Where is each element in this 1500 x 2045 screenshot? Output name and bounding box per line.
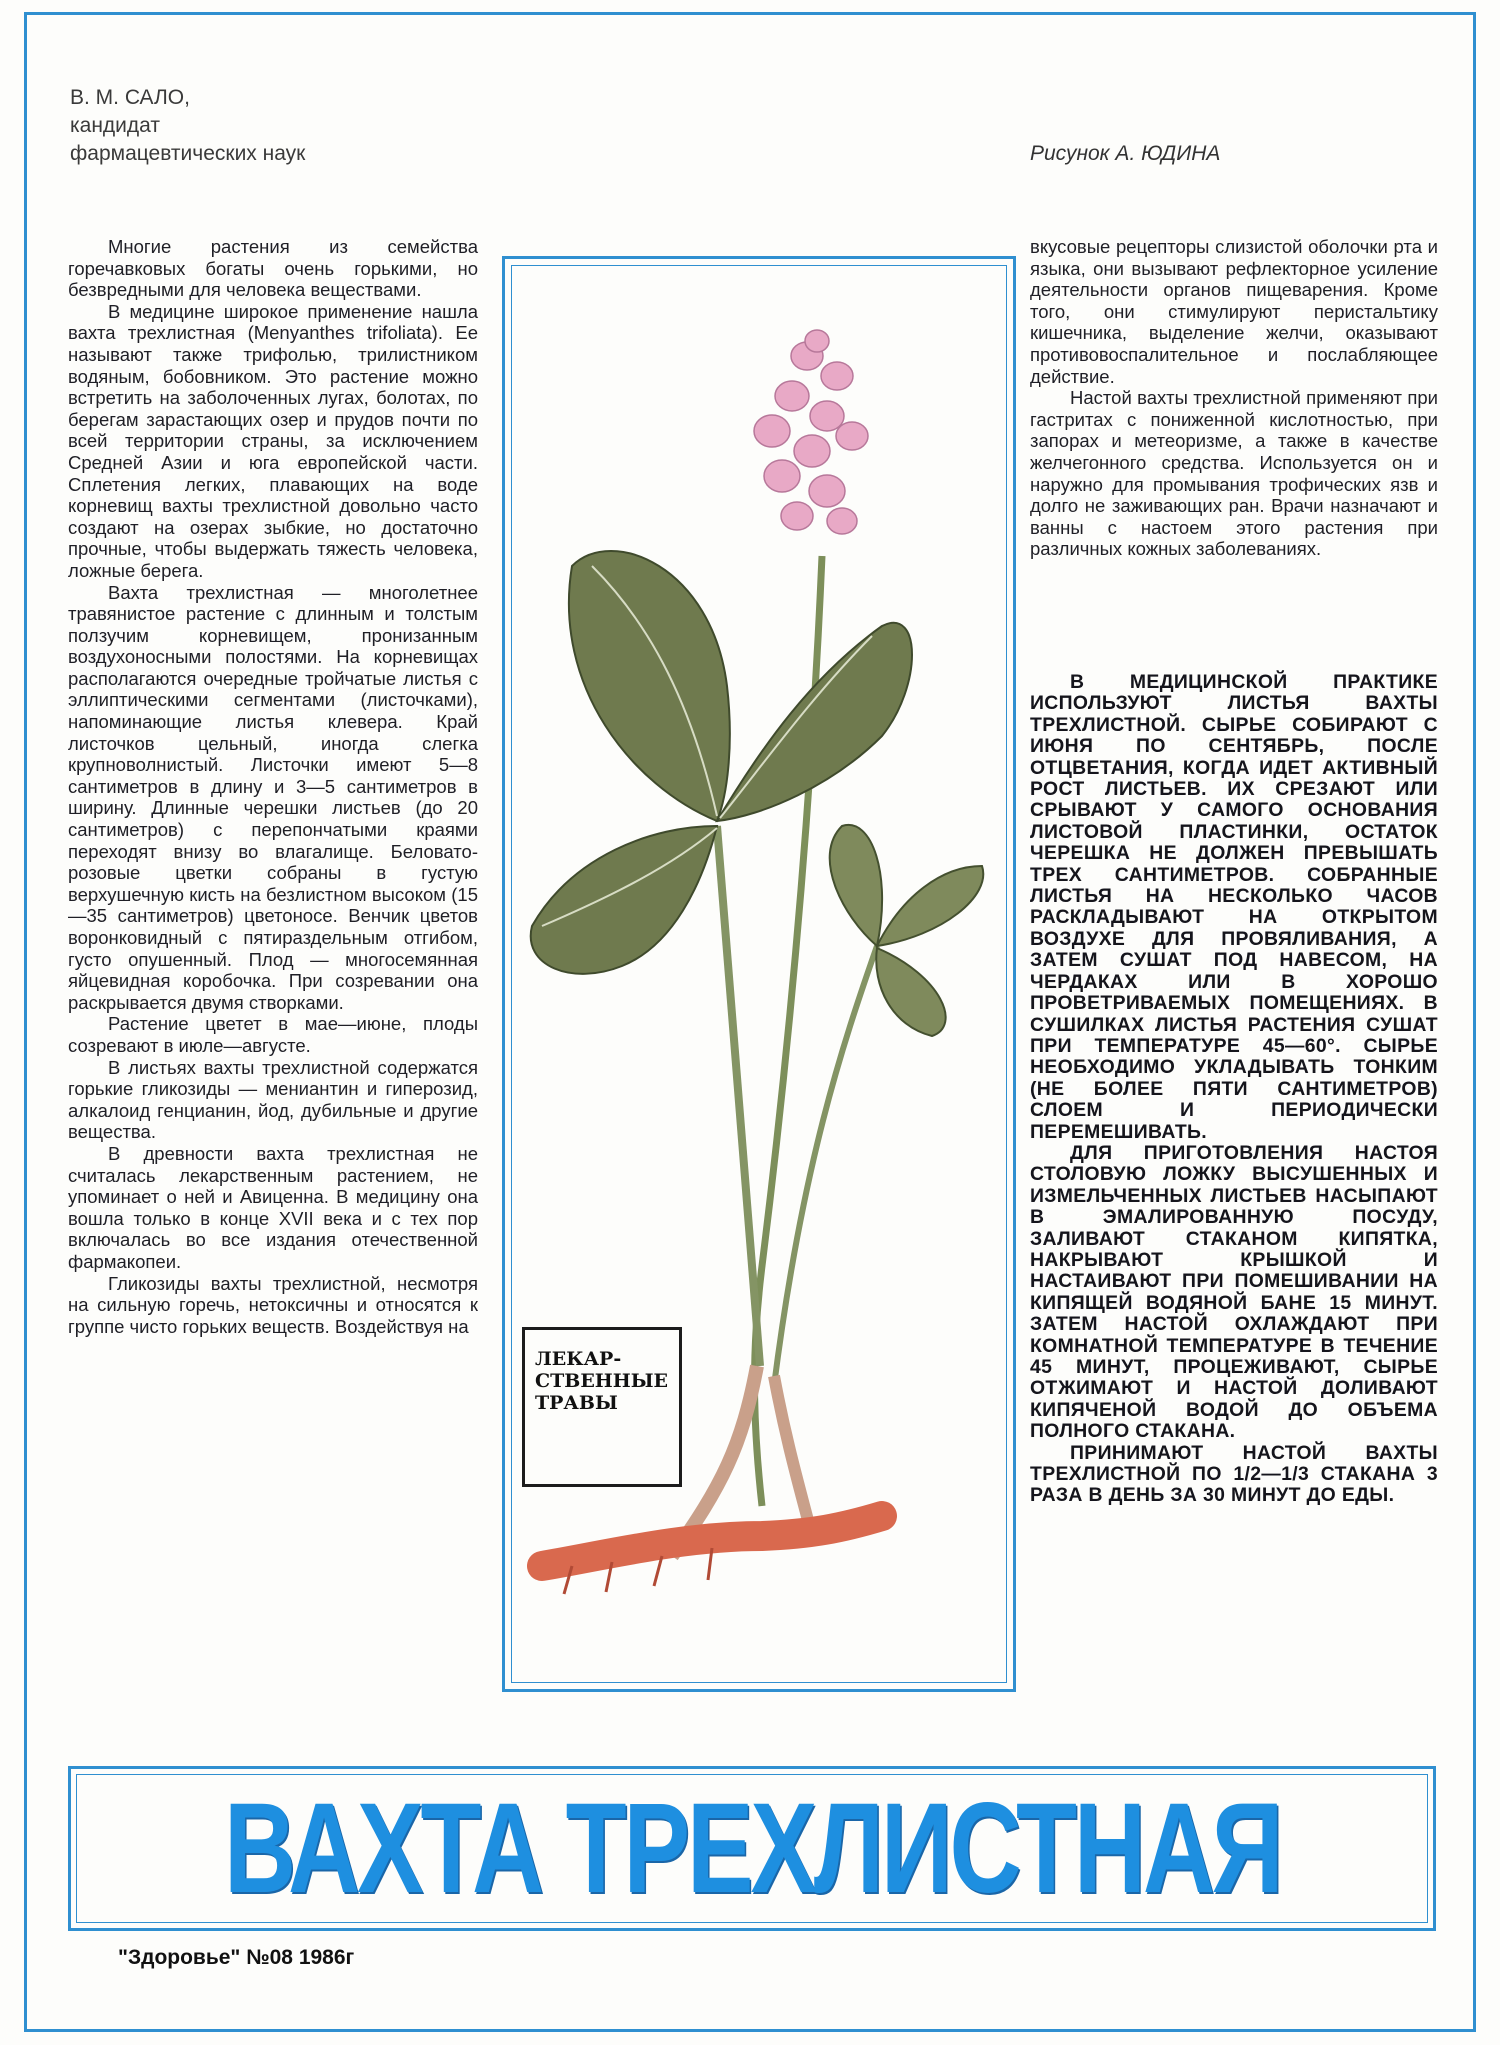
illustration-credit: Рисунок А. ЮДИНА: [1030, 142, 1221, 165]
paragraph: вкусовые рецепторы слизистой оболочки рта и языка, они вызывают рефлекторное усиление деятельности органов пищеварения. Кроме того, они стимулируют перистальтику кишечника, выделение желчи, оказывают противовоспалительное и послабляющее действие.: [1030, 236, 1438, 387]
rubric-line: СТВЕННЫЕ: [535, 1370, 669, 1392]
paragraph: Гликозиды вахты трехлистной, несмотря на сильную горечь, нетоксичны и относятся к группе чисто горьких веществ. Воздействуя на: [68, 1272, 478, 1337]
rubric-badge: [522, 1327, 682, 1487]
author-field: фармацевтических наук: [70, 142, 306, 165]
article-title: ВАХТА ТРЕХЛИСТНАЯ: [223, 1777, 1281, 1920]
paragraph: В медицине широкое применение нашла вахта трехлистная (Menyanthes trifoliata). Ее называют также трифолью, трилистником водяным, бобовником. Это растение можно встретить на заболоченных лугах, болотах, по берегам зарастающих озер и прудов почти по всей территории страны, за исключением Средней Азии и юга европейской части. Сплетения легких, плавающих на воде корневищ вахты трехлистной довольно часто создают на озерах зыбкие, но достаточно прочные, чтобы выдержать тяжесть человека, ложные берега.: [68, 300, 478, 581]
author-degree: кандидат: [70, 114, 160, 137]
rubric-line: ТРАВЫ: [535, 1392, 618, 1414]
instruction-paragraph: В МЕДИЦИНСКОЙ ПРАКТИКЕ ИСПОЛЬЗУЮТ ЛИСТЬЯ ВАХТЫ ТРЕХЛИСТНОЙ. СЫРЬЕ СОБИРАЮТ С ИЮНЯ ПО СЕНТЯБРЬ, ПОСЛЕ ОТЦВЕТАНИЯ, КОГДА ИДЕТ АКТИВНЫЙ РОСТ ЛИСТЬЕВ. ИХ СРЕЗАЮТ ИЛИ СРЫВАЮТ У САМОГО ОСНОВАНИЯ ЛИСТОВОЙ ПЛАСТИНКИ, ОСТАТОК ЧЕРЕШКА НЕ ДОЛЖЕН ПРЕВЫШАТЬ ТРЕХ САНТИМЕТРОВ. СОБРАННЫЕ ЛИСТЬЯ НА НЕСКОЛЬКО ЧАСОВ РАСКЛАДЫВАЮТ НА ОТКРЫТОМ ВОЗДУХЕ ДЛЯ ПРОВЯЛИВАНИЯ, А ЗАТЕМ СУШАТ ПОД НАВЕСОМ, НА ЧЕРДАКАХ ИЛИ В ХОРОШО ПРОВЕТРИВАЕМЫХ ПОМЕЩЕНИЯХ. В СУШИЛКАХ ЛИСТЬЯ РАСТЕНИЯ СУШАТ ПРИ ТЕМПЕРАТУРЕ 45—60°. СЫРЬЕ НЕОБХОДИМО УКЛАДЫВАТЬ ТОНКИМ (НЕ БОЛЕЕ ПЯТИ САНТИМЕТРОВ) СЛОЕМ И ПЕРИОДИЧЕСКИ ПЕРЕМЕШИВАТЬ.: [1030, 671, 1438, 1143]
paragraph: В древности вахта трехлистная не считалась лекарственным растением, не упоминает о ней и Авиценна. В медицину она вошла только в конце XVII века и с тех пор включалась во все издания отечественной фармакопеи.: [68, 1142, 478, 1272]
paragraph: В листьях вахты трехлистной содержатся горькие гликозиды — мениантин и гиперозид, алкалоид генцианин, йод, дубильные и другие вещества.: [68, 1056, 478, 1143]
title-inner: [76, 1774, 1428, 1923]
author-block: [70, 84, 305, 168]
author-name: В. М. САЛО,: [70, 86, 190, 109]
paragraph: Настой вахты трехлистной применяют при гастритах с пониженной кислотностью, при запорах и метеоризме, а также в качестве желчегонного средства. Используется он и наружно для промывания трофических язв и долго не заживающих ран. Врачи назначают и ванны с настоем этого растения при различных кожных заболеваниях.: [1030, 387, 1438, 560]
paragraph: Растение цветет в мае—июне, плоды созревают в июле—августе.: [68, 1013, 478, 1056]
right-column: [1030, 236, 1438, 560]
instructions-column: [1030, 672, 1438, 1507]
rubric-line: ЛЕКАР-: [535, 1348, 622, 1370]
instruction-paragraph: ПРИНИМАЮТ НАСТОЙ ВАХТЫ ТРЕХЛИСТНОЙ ПО 1/2—1/3 СТАКАНА 3 РАЗА В ДЕНЬ ЗА 30 МИНУТ ДО ЕДЫ.: [1030, 1441, 1438, 1507]
instruction-paragraph: ДЛЯ ПРИГОТОВЛЕНИЯ НАСТОЯ СТОЛОВУЮ ЛОЖКУ ВЫСУШЕННЫХ И ИЗМЕЛЬЧЕННЫХ ЛИСТЬЕВ НАСЫПАЮТ В ЭМАЛИРОВАННУЮ ПОСУДУ, ЗАЛИВАЮТ СТАКАНОМ КИПЯТКА, НАКРЫВАЮТ КРЫШКОЙ И НАСТАИВАЮТ ПРИ ПОМЕШИВАНИИ НА КИПЯЩЕЙ ВОДЯНОЙ БАНЕ 15 МИНУТ. ЗАТЕМ НАСТОЙ ОХЛАЖДАЮТ ПРИ КОМНАТНОЙ ТЕМПЕРАТУРЕ В ТЕЧЕНИЕ 45 МИНУТ, ПРОЦЕЖИВАЮТ, СЫРЬЕ ОТЖИМАЮТ И НАСТОЙ ДОЛИВАЮТ КИПЯЧЕНОЙ ВОДОЙ ДО ОБЪЕМА ПОЛНОГО СТАКАНА.: [1030, 1141, 1438, 1443]
paragraph: Вахта трехлистная — многолетнее травянистое растение с длинным и толстым ползучим корневищем, пронизанным воздухоносными полостями. На корневищах располагаются очередные тройчатые листья с эллиптическими сегментами (листочками), напоминающие листья клевера. Край листочков цельный, иногда слегка крупноволнистый. Листочки имеют 5—8 сантиметров в длину и 3—5 сантиметров в ширину. Длинные черешки листьев (до 20 сантиметров) с перепончатыми краями переходят внизу во влагалище. Беловато-розовые цветки собраны в густую верхушечную кисть на безлистном высоком (15—35 сантиметров) цветоносе. Венчик цветов воронковидный с пятираздельным отгибом, густо опушенный. Плод — многосемянная яйцевидная коробочка. При созревании она раскрывается двумя створками.: [68, 581, 478, 1013]
source-line: "Здоровье" №08 1986г: [118, 1946, 355, 1969]
paragraph: Многие растения из семейства горечавковых богаты очень горькими, но безвредными для человека веществами.: [68, 236, 478, 301]
left-column: [68, 236, 478, 1337]
title-frame: [68, 1766, 1436, 1931]
